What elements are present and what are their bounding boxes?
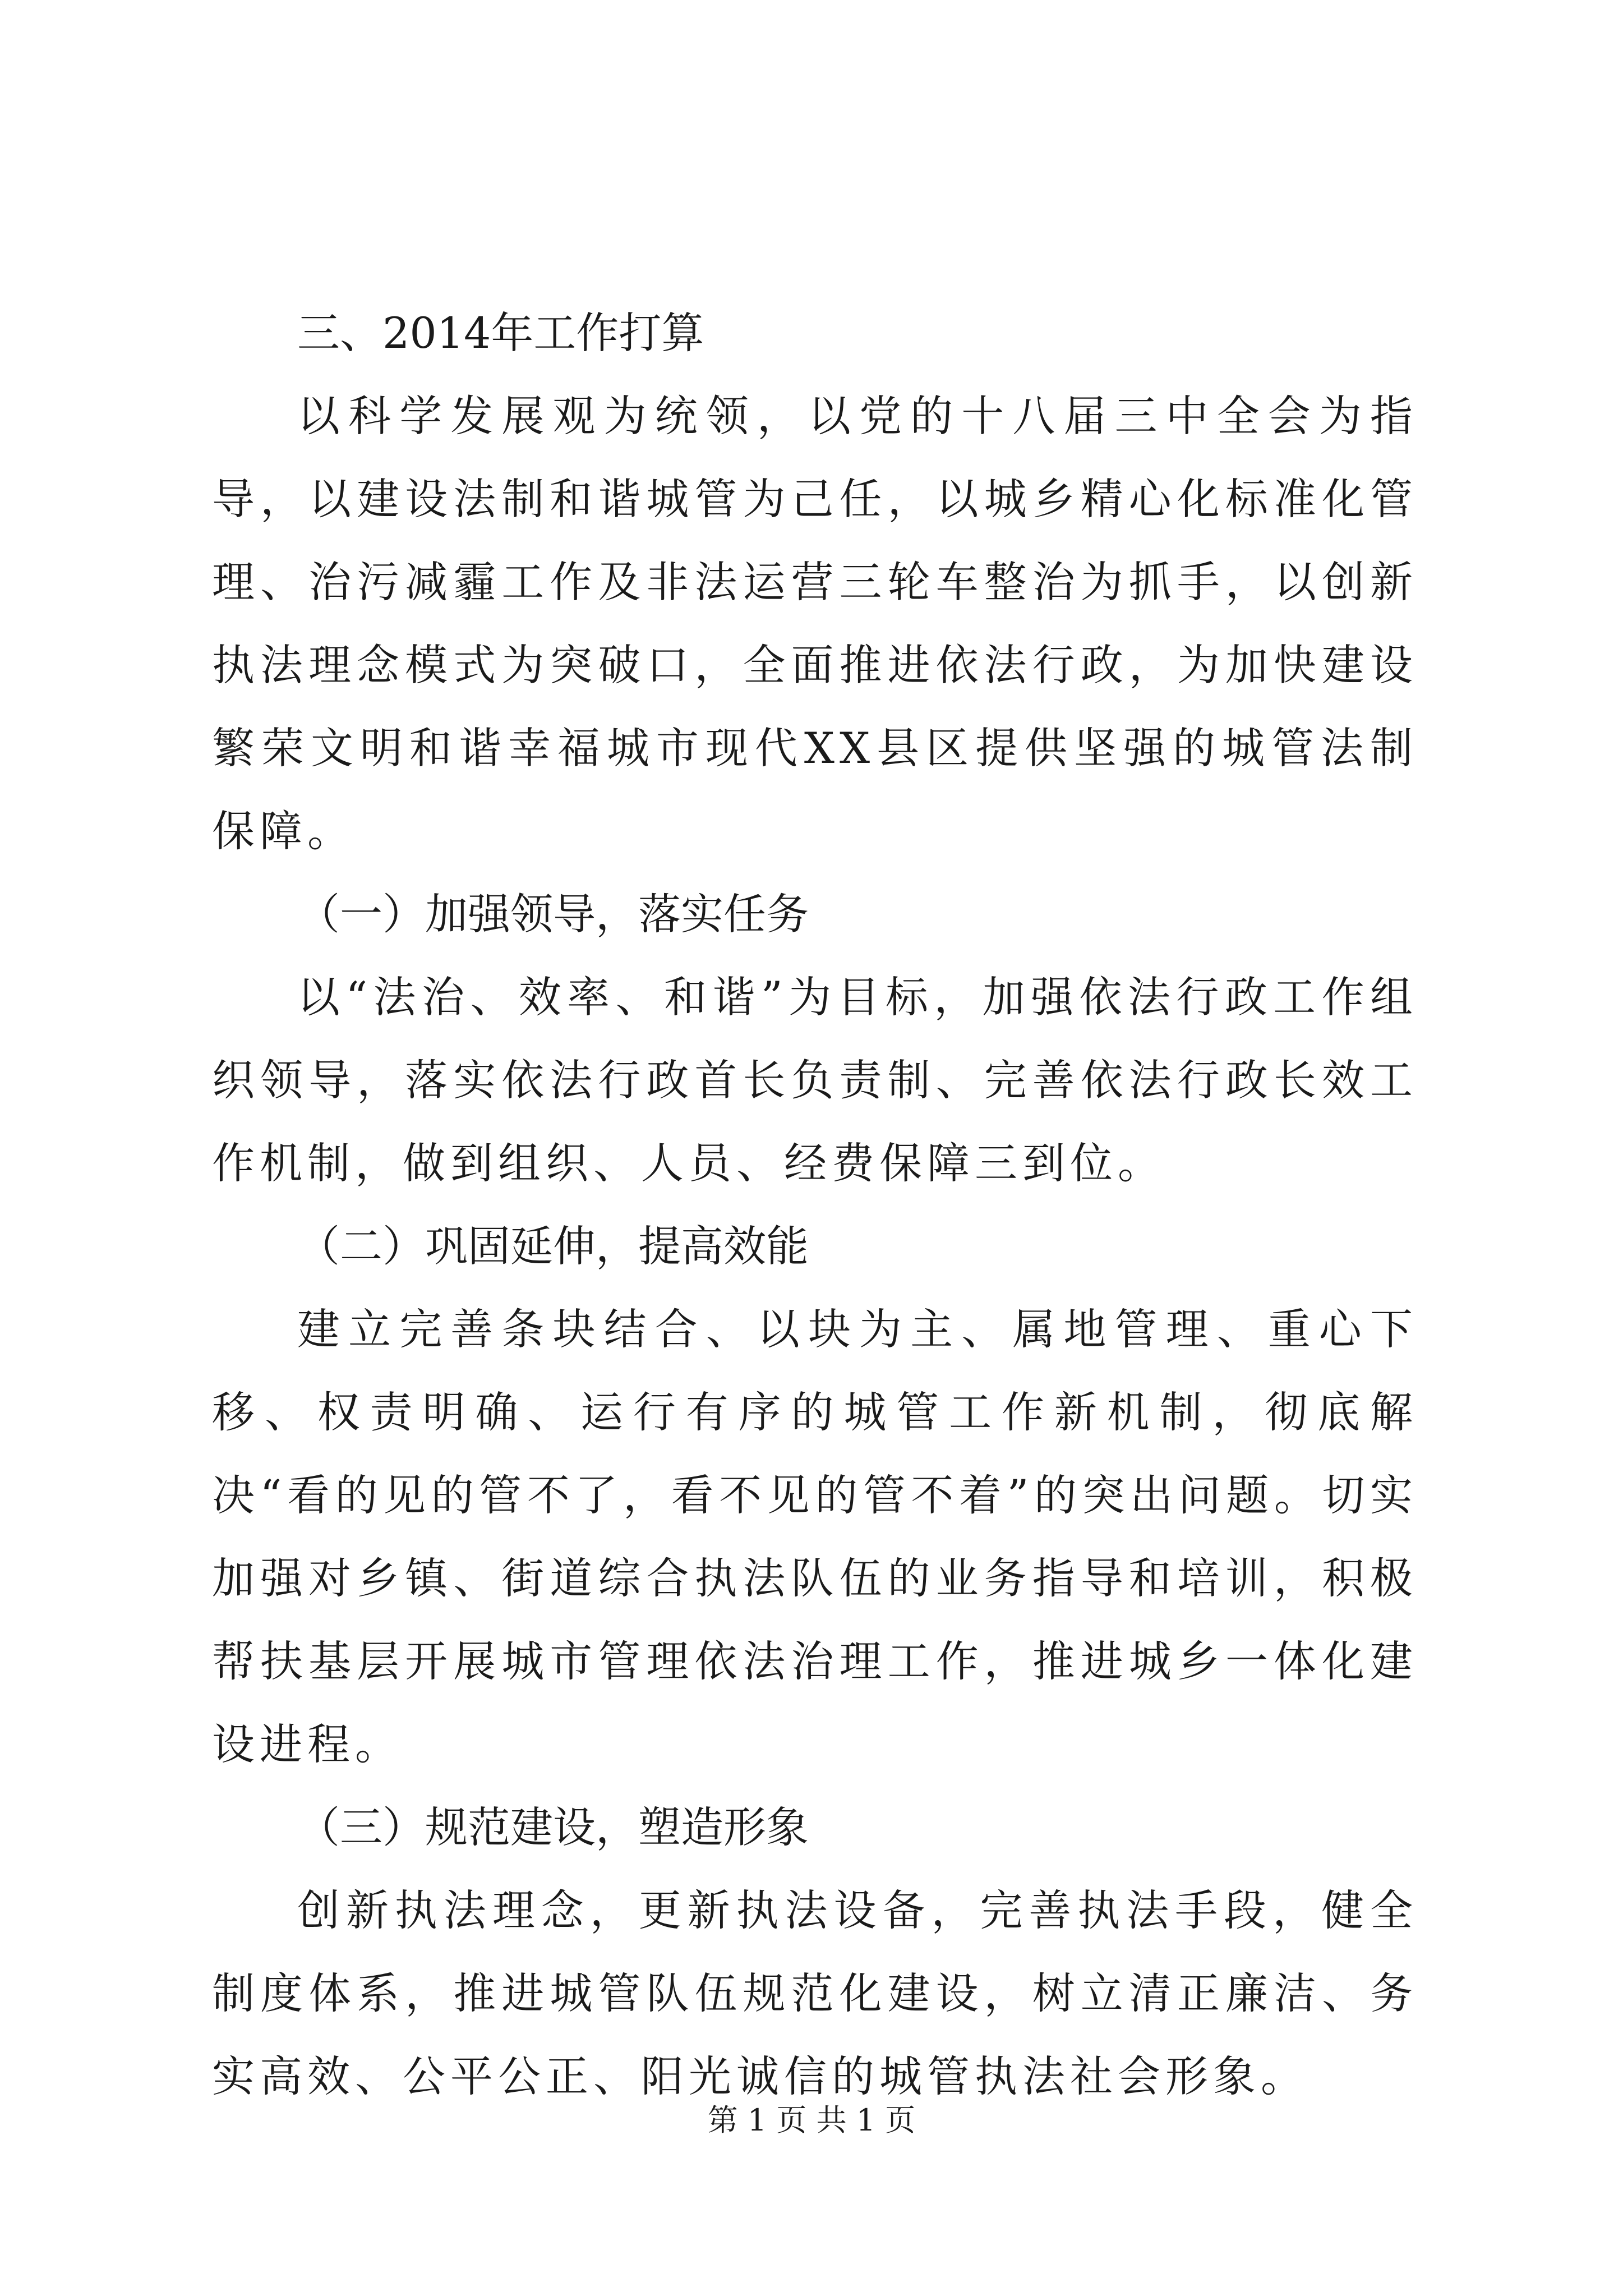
- page-number-footer: 第 1 页 共 1 页: [707, 2102, 916, 2138]
- section-paragraph-standardize: 创新执法理念，更新执法设备，完善执法手段，健全制度体系，推进城管队伍规范化建设，树立清正廉洁、务实高效、公平公正、阳光诚信的城管执法社会形象。: [212, 1885, 1418, 2101]
- section-paragraph-consolidate: 建立完善条块结合、以块为主、属地管理、重心下移、权责明确、运行有序的城管工作新机制，彻底解决“看的见的管不了，看不见的管不着”的突出问题。切实加强对乡镇、街道综合执法队伍的业务指导和培训，积极帮扶基层开展城市管理依法治理工作，推进城乡一体化建设进程。: [212, 1304, 1418, 1769]
- section-heading-leadership: （一）加强领导，落实任务: [297, 889, 809, 939]
- section-heading-consolidate: （二）巩固延伸，提高效能: [297, 1221, 809, 1271]
- section-heading-standardize: （三）规范建设，塑造形象: [297, 1802, 809, 1852]
- document-body: [212, 292, 1418, 2118]
- section-paragraph-work-plan-2014: 以科学发展观为统领，以党的十八届三中全会为指导，以建设法制和谐城管为己任，以城乡精心化标准化管理、治污减霾工作及非法运营三轮车整治为抓手，以创新执法理念模式为突破口，全面推进依法行政，为加快建设繁荣文明和谐幸福城市现代XX县区提供坚强的城管法制保障。: [212, 391, 1418, 856]
- section-paragraph-leadership: 以“法治、效率、和谐”为目标，加强依法行政工作组织领导，落实依法行政首长负责制、完善依法行政长效工作机制，做到组织、人员、经费保障三到位。: [212, 972, 1418, 1188]
- section-heading-work-plan-2014: 三、2014年工作打算: [297, 308, 704, 358]
